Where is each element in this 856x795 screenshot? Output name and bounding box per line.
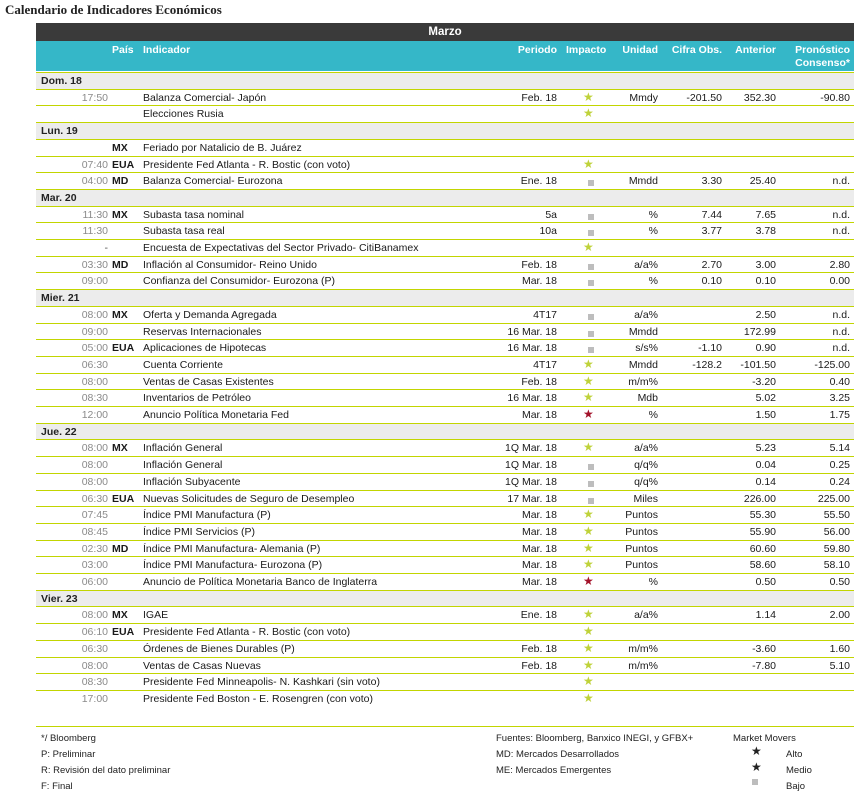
- indicator-cell: Confianza del Consumidor- Eurozona (P): [143, 275, 336, 288]
- indicator-row: [36, 439, 854, 456]
- previous-cell: 3.00: [755, 258, 776, 271]
- observed-cell: -201.50: [686, 91, 722, 104]
- country-cell: MD: [112, 175, 129, 188]
- indicator-row: [36, 490, 854, 507]
- time-cell: 08:30: [81, 392, 108, 405]
- legend-alto: Alto: [786, 749, 803, 760]
- country-cell: MX: [112, 308, 128, 321]
- forecast-cell: 0.40: [829, 375, 850, 388]
- previous-cell: 7.65: [755, 208, 776, 221]
- header-unidad: Unidad: [622, 44, 658, 56]
- time-cell: 08:00: [81, 308, 108, 321]
- indicator-row: [36, 473, 854, 490]
- period-cell: Mar. 18: [521, 542, 557, 555]
- period-cell: 1Q Mar. 18: [505, 475, 557, 488]
- previous-cell: 55.90: [749, 525, 776, 538]
- forecast-cell: n.d.: [832, 308, 850, 321]
- day-label: Vier. 23: [41, 592, 78, 605]
- yellow-star-icon: ★: [583, 674, 594, 689]
- unit-cell: %: [648, 275, 658, 288]
- period-cell: 4T17: [533, 308, 557, 321]
- indicator-cell: Ventas de Casas Nuevas: [143, 659, 261, 672]
- indicator-row: [36, 506, 854, 523]
- indicator-row: [36, 556, 854, 573]
- indicator-cell: Presidente Fed Boston - E. Rosengren (con voto): [143, 692, 373, 705]
- period-cell: 16 Mar. 18: [507, 342, 557, 355]
- time-cell: 17:50: [81, 91, 108, 104]
- unit-cell: Puntos: [625, 559, 658, 572]
- day-header-row: [36, 72, 854, 89]
- time-cell: 09:00: [81, 275, 108, 288]
- period-cell: Mar. 18: [521, 576, 557, 588]
- header-pais: País: [112, 44, 134, 56]
- indicator-row: [36, 406, 854, 423]
- time-cell: 08:00: [81, 442, 108, 455]
- indicator-row: [36, 673, 854, 690]
- observed-cell: 3.77: [701, 225, 722, 238]
- forecast-cell: 2.00: [829, 609, 850, 622]
- day-header-row: [36, 590, 854, 607]
- previous-cell: 3.78: [755, 225, 776, 238]
- country-cell: MX: [112, 141, 128, 154]
- unit-cell: m/m%: [628, 659, 658, 672]
- indicator-row: [36, 89, 854, 106]
- indicator-row: [36, 139, 854, 156]
- country-cell: EUA: [112, 492, 135, 505]
- forecast-cell: 0.50: [829, 576, 850, 588]
- indicator-cell: Anuncio de Política Monetaria Banco de Inglaterra: [143, 576, 378, 588]
- yellow-star-icon: ★: [583, 624, 594, 639]
- time-cell: 06:10: [81, 626, 108, 639]
- indicator-row: [36, 690, 854, 707]
- period-cell: Feb. 18: [521, 642, 557, 655]
- period-cell: 1Q Mar. 18: [505, 459, 557, 472]
- unit-cell: Miles: [633, 492, 658, 505]
- country-cell: EUA: [112, 342, 135, 355]
- indicator-row: [36, 373, 854, 390]
- yellow-star-icon: ★: [583, 89, 594, 104]
- indicator-cell: Inflación Subyacente: [143, 475, 241, 488]
- previous-cell: 0.14: [755, 475, 776, 488]
- previous-cell: 2.50: [755, 308, 776, 321]
- country-cell: MX: [112, 208, 128, 221]
- day-label: Jue. 22: [41, 425, 77, 438]
- header-anterior: Anterior: [735, 44, 776, 56]
- previous-cell: 60.60: [749, 542, 776, 555]
- forecast-cell: 1.75: [829, 409, 850, 421]
- previous-cell: 0.04: [755, 459, 776, 472]
- header-indicador: Indicador: [143, 44, 191, 56]
- previous-cell: -3.60: [752, 642, 776, 655]
- observed-cell: -1.10: [698, 342, 722, 355]
- footnote-fuentes: Fuentes: Bloomberg, Banxico INEGI, y GFBX+: [496, 733, 694, 744]
- previous-cell: 0.10: [755, 275, 776, 288]
- forecast-cell: 0.24: [829, 475, 850, 488]
- indicator-row: [36, 323, 854, 340]
- previous-cell: -3.20: [752, 375, 776, 388]
- previous-cell: 55.30: [749, 509, 776, 522]
- country-cell: MX: [112, 442, 128, 455]
- forecast-cell: n.d.: [832, 225, 850, 238]
- header-pronostico: Pronóstico: [795, 44, 850, 56]
- gray-square-icon: [752, 777, 758, 788]
- forecast-cell: 0.25: [829, 459, 850, 472]
- forecast-cell: n.d.: [832, 175, 850, 188]
- legend-title: Market Movers: [733, 733, 796, 744]
- month-header: Marzo: [36, 23, 854, 41]
- previous-cell: 172.99: [743, 325, 776, 338]
- indicator-cell: Inflación General: [143, 459, 223, 472]
- indicator-cell: Presidente Fed Atlanta - R. Bostic (con voto): [143, 626, 351, 639]
- period-cell: Feb. 18: [521, 659, 557, 672]
- forecast-cell: 5.14: [829, 442, 850, 455]
- previous-cell: 1.50: [755, 409, 776, 421]
- previous-cell: 0.90: [755, 342, 776, 355]
- indicator-row: [36, 640, 854, 657]
- forecast-cell: 58.10: [823, 559, 850, 572]
- yellow-star-icon: ★: [583, 390, 594, 405]
- yellow-star-icon: ★: [583, 240, 594, 254]
- forecast-cell: 1.60: [829, 642, 850, 655]
- indicator-row: [36, 105, 854, 122]
- unit-cell: Mdb: [637, 392, 658, 405]
- time-cell: 08:00: [81, 659, 108, 672]
- footnote-md: MD: Mercados Desarrollados: [496, 749, 620, 760]
- indicator-row: [36, 389, 854, 406]
- time-cell: 05:00: [81, 342, 108, 355]
- footnote-me: ME: Mercados Emergentes: [496, 765, 612, 776]
- forecast-cell: 55.50: [823, 509, 850, 522]
- unit-cell: q/q%: [634, 475, 658, 488]
- time-cell: 06:30: [81, 492, 108, 505]
- period-cell: 16 Mar. 18: [507, 392, 557, 405]
- period-cell: Ene. 18: [520, 175, 557, 188]
- column-headers: [36, 41, 854, 71]
- yellow-star-icon: ★: [583, 507, 594, 522]
- indicator-row: [36, 573, 854, 590]
- unit-cell: Mmdd: [628, 325, 658, 338]
- indicator-row: [36, 272, 854, 289]
- legend-bajo: Bajo: [786, 781, 806, 792]
- time-cell: 08:30: [81, 676, 108, 689]
- yellow-star-icon: ★: [583, 557, 594, 572]
- indicator-cell: Índice PMI Manufactura (P): [143, 509, 271, 522]
- forecast-cell: n.d.: [832, 325, 850, 338]
- indicator-cell: Órdenes de Bienes Durables (P): [143, 642, 295, 655]
- yellow-star-icon: ★: [583, 640, 594, 655]
- footnote-preliminar: P: Preliminar: [41, 749, 96, 760]
- time-cell: 04:00: [81, 175, 108, 188]
- unit-cell: a/a%: [634, 308, 658, 321]
- previous-cell: 5.23: [755, 442, 776, 455]
- time-cell: 09:00: [81, 325, 108, 338]
- header-cifra: Cifra Obs.: [671, 44, 722, 56]
- indicator-row: [36, 523, 854, 540]
- country-cell: MX: [112, 609, 128, 622]
- indicator-row: [36, 540, 854, 557]
- indicator-cell: Subasta tasa nominal: [143, 208, 244, 221]
- time-cell: 07:40: [81, 158, 108, 171]
- red-star-icon: ★: [751, 744, 762, 758]
- forecast-cell: -125.00: [814, 358, 850, 371]
- day-header-row: [36, 189, 854, 206]
- unit-cell: Puntos: [625, 525, 658, 538]
- day-label: Dom. 18: [41, 75, 82, 87]
- footnote-revision: R: Revisión del dato preliminar: [41, 765, 171, 776]
- yellow-star-icon: ★: [751, 760, 762, 774]
- country-cell: MD: [112, 258, 129, 271]
- indicator-row: [36, 222, 854, 239]
- period-cell: Mar. 18: [521, 409, 557, 421]
- header-impacto: Impacto: [566, 44, 607, 56]
- forecast-cell: -90.80: [820, 91, 850, 104]
- previous-cell: 58.60: [749, 559, 776, 572]
- indicator-cell: Cuenta Corriente: [143, 358, 223, 371]
- indicator-row: [36, 239, 854, 256]
- forecast-cell: 59.80: [823, 542, 850, 555]
- indicator-cell: Índice PMI Manufactura- Eurozona (P): [143, 559, 323, 572]
- indicator-row: [36, 606, 854, 623]
- indicator-cell: Inflación al Consumidor- Reino Unido: [143, 258, 317, 271]
- time-cell: 08:45: [81, 525, 108, 538]
- indicator-cell: Elecciones Rusia: [143, 108, 224, 121]
- observed-cell: 7.44: [701, 208, 722, 221]
- legend-medio: Medio: [786, 765, 812, 776]
- table-bottom-rule: [36, 726, 854, 727]
- indicator-cell: Índice PMI Manufactura- Alemania (P): [143, 542, 321, 555]
- period-cell: 10a: [539, 225, 557, 238]
- time-cell: 08:00: [81, 375, 108, 388]
- unit-cell: a/a%: [634, 442, 658, 455]
- period-cell: 16 Mar. 18: [507, 325, 557, 338]
- unit-cell: Mmdd: [628, 175, 658, 188]
- forecast-cell: 225.00: [817, 492, 850, 505]
- period-cell: Mar. 18: [521, 509, 557, 522]
- indicator-row: [36, 456, 854, 473]
- page-title: Calendario de Indicadores Económicos: [5, 2, 222, 17]
- unit-cell: m/m%: [628, 375, 658, 388]
- time-cell: 07:45: [81, 509, 108, 522]
- time-cell: 11:30: [82, 208, 108, 221]
- time-cell: 08:00: [81, 609, 108, 622]
- time-cell: 08:00: [81, 475, 108, 488]
- indicator-cell: Reservas Internacionales: [143, 325, 262, 338]
- time-cell: 06:00: [81, 576, 108, 588]
- indicator-cell: Presidente Fed Minneapolis- N. Kashkari (sin voto): [143, 676, 380, 689]
- indicator-cell: Feriado por Natalicio de B. Juárez: [143, 141, 302, 154]
- yellow-star-icon: ★: [583, 373, 594, 388]
- yellow-star-icon: ★: [583, 540, 594, 555]
- indicator-row: [36, 623, 854, 640]
- observed-cell: 3.30: [701, 175, 722, 188]
- indicator-cell: Encuesta de Expectativas del Sector Privado- CitiBanamex: [143, 242, 419, 254]
- indicator-row: [36, 306, 854, 323]
- indicator-cell: Oferta y Demanda Agregada: [143, 308, 277, 321]
- time-cell: 08:00: [81, 459, 108, 472]
- previous-cell: -7.80: [752, 659, 776, 672]
- indicator-cell: Subasta tasa real: [143, 225, 225, 238]
- day-header-row: [36, 122, 854, 139]
- previous-cell: 0.50: [755, 576, 776, 588]
- forecast-cell: 5.10: [829, 659, 850, 672]
- forecast-cell: 56.00: [823, 525, 850, 538]
- red-star-icon: ★: [583, 407, 594, 421]
- forecast-cell: 3.25: [829, 392, 850, 405]
- yellow-star-icon: ★: [583, 106, 594, 121]
- previous-cell: 25.40: [749, 175, 776, 188]
- unit-cell: %: [648, 409, 658, 421]
- yellow-star-icon: ★: [583, 440, 594, 455]
- unit-cell: a/a%: [634, 609, 658, 622]
- time-cell: 02:30: [81, 542, 108, 555]
- time-cell: -: [104, 242, 108, 254]
- day-label: Mar. 20: [41, 191, 77, 204]
- indicator-cell: Índice PMI Servicios (P): [143, 525, 256, 538]
- forecast-cell: 2.80: [829, 258, 850, 271]
- observed-cell: 2.70: [701, 258, 722, 271]
- day-label: Mier. 21: [41, 292, 80, 305]
- time-cell: 11:30: [82, 225, 108, 238]
- unit-cell: %: [648, 225, 658, 238]
- indicator-cell: Balanza Comercial- Japón: [143, 91, 267, 104]
- indicator-cell: Balanza Comercial- Eurozona: [143, 175, 283, 188]
- indicator-cell: Presidente Fed Atlanta - R. Bostic (con voto): [143, 158, 351, 171]
- previous-cell: 5.02: [755, 392, 776, 405]
- indicator-cell: Inflación General: [143, 442, 223, 455]
- yellow-star-icon: ★: [583, 523, 594, 538]
- forecast-cell: n.d.: [832, 342, 850, 355]
- day-header-row: [36, 423, 854, 440]
- yellow-star-icon: ★: [583, 156, 594, 171]
- red-star-icon: ★: [583, 574, 594, 588]
- period-cell: Feb. 18: [521, 91, 557, 104]
- yellow-star-icon: ★: [583, 607, 594, 622]
- header-periodo: Periodo: [517, 44, 557, 56]
- indicator-cell: IGAE: [143, 609, 169, 622]
- forecast-cell: 0.00: [829, 275, 850, 288]
- indicator-cell: Anuncio Política Monetaria Fed: [143, 409, 289, 421]
- period-cell: Feb. 18: [521, 258, 557, 271]
- previous-cell: 1.14: [755, 609, 776, 622]
- period-cell: 4T17: [533, 358, 557, 371]
- indicator-cell: Ventas de Casas Existentes: [143, 375, 274, 388]
- indicator-row: [36, 256, 854, 273]
- observed-cell: -128.2: [692, 358, 722, 371]
- country-cell: MD: [112, 542, 129, 555]
- indicator-row: [36, 156, 854, 173]
- unit-cell: Mmdy: [629, 91, 658, 104]
- time-cell: 17:00: [81, 692, 108, 705]
- period-cell: 5a: [545, 208, 557, 221]
- unit-cell: %: [648, 576, 658, 588]
- yellow-star-icon: ★: [583, 690, 594, 705]
- period-cell: 1Q Mar. 18: [505, 442, 557, 455]
- unit-cell: Puntos: [625, 542, 658, 555]
- yellow-star-icon: ★: [583, 657, 594, 672]
- indicator-row: [36, 657, 854, 674]
- indicator-row: [36, 339, 854, 356]
- unit-cell: %: [648, 208, 658, 221]
- unit-cell: m/m%: [628, 642, 658, 655]
- unit-cell: s/s%: [635, 342, 658, 355]
- indicator-cell: Inventarios de Petróleo: [143, 392, 251, 405]
- footnote-final: F: Final: [41, 781, 73, 792]
- yellow-star-icon: ★: [583, 356, 594, 371]
- indicator-cell: Aplicaciones de Hipotecas: [143, 342, 267, 355]
- header-consenso: Consenso*: [795, 57, 850, 69]
- unit-cell: Puntos: [625, 509, 658, 522]
- observed-cell: 0.10: [701, 275, 722, 288]
- previous-cell: 352.30: [743, 91, 776, 104]
- country-cell: EUA: [112, 626, 135, 639]
- previous-cell: -101.50: [740, 358, 776, 371]
- unit-cell: a/a%: [634, 258, 658, 271]
- unit-cell: q/q%: [634, 459, 658, 472]
- time-cell: 12:00: [81, 409, 108, 421]
- period-cell: Mar. 18: [521, 275, 557, 288]
- unit-cell: Mmdd: [628, 358, 658, 371]
- period-cell: 17 Mar. 18: [507, 492, 557, 505]
- indicator-row: [36, 206, 854, 223]
- indicator-row: [36, 356, 854, 373]
- period-cell: Ene. 18: [520, 609, 557, 622]
- footnote-bloomberg: */ Bloomberg: [41, 733, 96, 744]
- time-cell: 03:00: [81, 559, 108, 572]
- forecast-cell: n.d.: [832, 208, 850, 221]
- previous-cell: 226.00: [743, 492, 776, 505]
- day-header-row: [36, 289, 854, 306]
- time-cell: 06:30: [81, 642, 108, 655]
- country-cell: EUA: [112, 158, 135, 171]
- indicator-row: [36, 172, 854, 189]
- time-cell: 03:30: [81, 258, 108, 271]
- period-cell: Mar. 18: [521, 559, 557, 572]
- indicator-cell: Nuevas Solicitudes de Seguro de Desempleo: [143, 492, 355, 505]
- period-cell: Feb. 18: [521, 375, 557, 388]
- day-label: Lun. 19: [41, 125, 78, 138]
- period-cell: Mar. 18: [521, 525, 557, 538]
- time-cell: 06:30: [81, 358, 108, 371]
